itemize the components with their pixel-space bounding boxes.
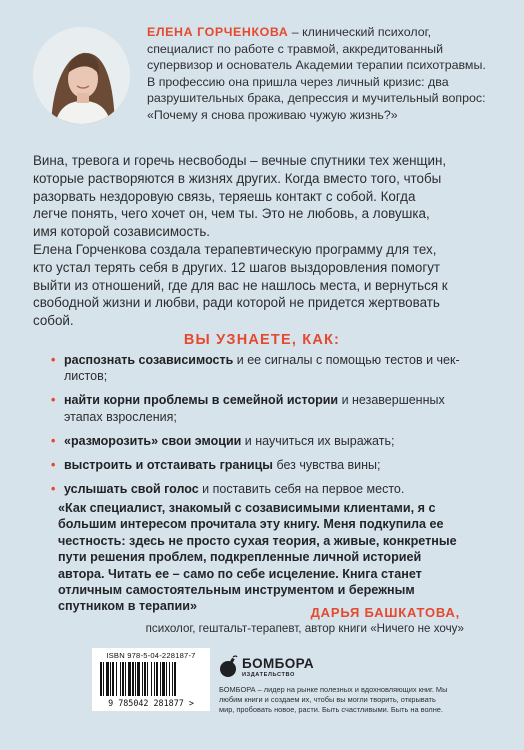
author-photo bbox=[33, 27, 130, 124]
list-item bbox=[51, 433, 484, 449]
learn-heading: ВЫ УЗНАЕТЕ, КАК: bbox=[183, 332, 341, 348]
list-item-bold: найти корни проблемы в семейной истории bbox=[64, 393, 339, 408]
intro-paragraph-2: Елена Горченкова создала терапевтическую программу для тех, кто устал терять себя в других. 12 шагов выздоровления помогут выйти из отношений, где для вас не нашлось места, и вернуться к свободной жизни и любви, ради которой не придется жертвовать собой. bbox=[33, 242, 448, 329]
list-item bbox=[51, 481, 484, 497]
publisher-subtitle: ИЗДАТЕЛЬСТВО bbox=[242, 672, 295, 678]
barcode bbox=[92, 648, 210, 711]
bullet-icon: • bbox=[51, 482, 56, 497]
publisher-name: БОМБОРА bbox=[242, 656, 315, 671]
list-item bbox=[51, 352, 484, 384]
author-bio-text: – клинический психолог, специалист по работе с травмой, аккредитованный супервизор и основатель Академии терапии психотравмы. В профессию она пришла через личный кризис: два разрушительных брака, депрессия и мучительный вопрос: «Почему я снова проживаю чужую жизнь?» bbox=[147, 25, 486, 122]
barcode-digits: 9 785042 281877 > bbox=[108, 698, 194, 708]
isbn-number: ISBN 978-5-04-228187-7 bbox=[106, 651, 196, 660]
quote-author-role: психолог, гештальт-терапевт, автор книги «Ничего не хочу» bbox=[145, 622, 464, 635]
quote-author: ДАРЬЯ БАШКАТОВА, bbox=[310, 605, 460, 620]
list-item-bold: услышать свой голос bbox=[64, 482, 199, 497]
review-quote: «Как специалист, знакомый с созависимыми клиентами, я с большим интересом прочитала эту книгу. Меня подкупила ее честность: здесь не просто сухая теория, а живые, конкретные пути решения проблем, подкрепленные личной историей автора. Читать ее – само по себе исцеление. Книга станет отличным самостоятельным инструментом и бережным спутником в терапии» bbox=[58, 501, 457, 614]
bullet-icon: • bbox=[51, 353, 56, 367]
learn-list bbox=[51, 352, 484, 505]
list-item bbox=[51, 392, 484, 424]
intro-paragraph-1: Вина, тревога и горечь несвободы – вечные спутники тех женщин, которые растворяются в жизнях других. Когда вместо того, чтобы разорвать нездоровую связь, теряешь контакт с собой. Когда легче понять, чего хочет он, чем ты. Это не любовь, а ловушка, имя которой созависимость. bbox=[33, 153, 447, 240]
publisher-logo bbox=[219, 654, 319, 680]
author-name: ЕЛЕНА ГОРЧЕНКОВА bbox=[147, 25, 289, 39]
bomb-icon bbox=[219, 654, 239, 678]
list-item-text: и научиться их выражать; bbox=[241, 433, 395, 448]
bullet-icon: • bbox=[51, 433, 56, 448]
list-item-bold: «разморозить» свои эмоции bbox=[64, 433, 242, 448]
barcode-bars bbox=[98, 662, 204, 698]
list-item-bold: выстроить и отстаивать границы bbox=[64, 458, 273, 473]
list-item bbox=[51, 457, 484, 473]
author-bio bbox=[147, 24, 497, 124]
bullet-icon: • bbox=[51, 393, 56, 408]
publisher-description: БОМБОРА – лидер на рынке полезных и вдохновляющих книг. Мы любим книги и создаем их, чтобы вы могли творить, открывать мир, пробовать новое, расти. Быть счастливыми. Быть на волне. bbox=[219, 685, 448, 715]
list-item-text: и незавершенных этапах взросления; bbox=[64, 393, 445, 424]
list-item-bold: распознать созависимость bbox=[64, 353, 234, 367]
list-item-text: без чувства вины; bbox=[272, 458, 381, 473]
list-item-text: и ее сигналы с помощью тестов и чек-листов; bbox=[64, 353, 460, 384]
list-item-text: и поставить себя на первое место. bbox=[198, 482, 405, 497]
bullet-icon: • bbox=[51, 458, 56, 473]
